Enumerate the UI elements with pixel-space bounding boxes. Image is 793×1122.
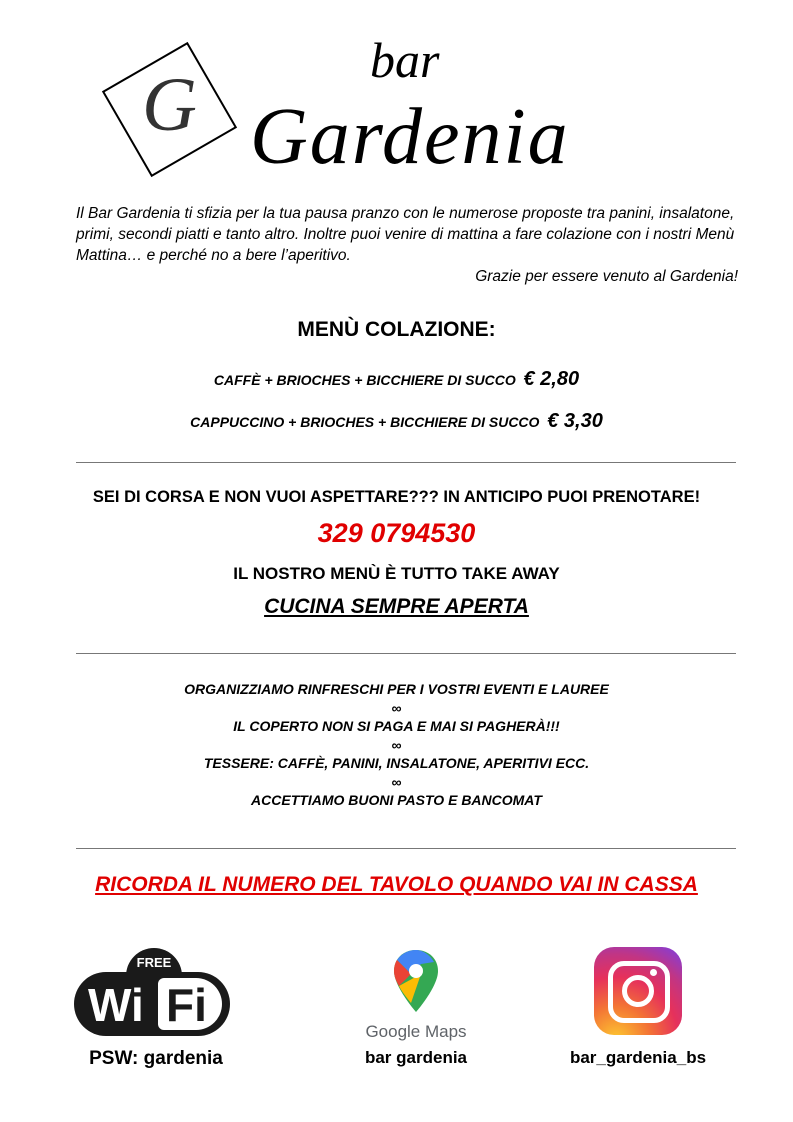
divider xyxy=(76,848,736,849)
logo-bar: bar xyxy=(370,32,440,88)
colazione-item xyxy=(0,368,793,391)
reminder: RICORDA IL NUMERO DEL TAVOLO QUANDO VAI IN CASSA xyxy=(95,873,698,896)
info-line: TESSERE: CAFFÈ, PANINI, INSALATONE, APERITIVI ECC. xyxy=(203,755,590,771)
instagram-icon[interactable] xyxy=(594,947,682,1035)
intro-thanks: Grazie per essere venuto al Gardenia! xyxy=(475,268,738,285)
item-label: CAFFÈ + BRIOCHES + BICCHIERE DI SUCCO xyxy=(213,372,516,388)
cucina-text: CUCINA SEMPRE APERTA xyxy=(264,595,529,618)
takeaway-text: IL NOSTRO MENÙ È TUTTO TAKE AWAY xyxy=(233,564,560,583)
item-label: CAPPUCCINO + BRIOCHES + BICCHIERE DI SUCCO xyxy=(190,414,540,430)
wifi-icon: FREE Wi Fi xyxy=(74,948,230,1036)
logo-gardenia: Gardenia xyxy=(250,93,570,181)
google-maps-icon[interactable] xyxy=(392,948,440,1014)
info-line: ACCETTIAMO BUONI PASTO E BANCOMAT xyxy=(251,792,542,808)
info-list xyxy=(0,678,793,812)
item-price: € 3,30 xyxy=(547,410,603,432)
info-line: ORGANIZZIAMO RINFRESCHI PER I VOSTRI EVENTI E LAUREE xyxy=(184,681,609,697)
maps-label: bar gardenia xyxy=(364,1048,468,1067)
info-line: IL COPERTO NON SI PAGA E MAI SI PAGHERÀ!!! xyxy=(233,718,560,734)
google-maps-brand: Google Maps xyxy=(365,1022,467,1041)
item-price: € 2,80 xyxy=(523,368,580,390)
phone-number[interactable]: 329 0794530 xyxy=(317,518,476,548)
separator: ∞ xyxy=(391,737,402,753)
colazione-item xyxy=(0,410,793,433)
logo-monogram: G xyxy=(142,63,197,147)
separator: ∞ xyxy=(391,774,402,790)
divider xyxy=(76,462,736,463)
divider xyxy=(76,653,736,654)
intro xyxy=(76,203,738,287)
prenota-headline: SEI DI CORSA E NON VUOI ASPETTARE??? IN ANTICIPO PUOI PRENOTARE! xyxy=(92,488,701,506)
separator: ∞ xyxy=(391,700,402,716)
colazione-title: MENÙ COLAZIONE: xyxy=(297,318,496,341)
wifi-password: PSW: gardenia xyxy=(89,1048,223,1069)
logo xyxy=(100,32,660,185)
instagram-handle: bar_gardenia_bs xyxy=(569,1048,707,1067)
intro-text: Il Bar Gardenia ti sfizia per la tua pausa pranzo con le numerose proposte tra panini, insalatone, primi, secondi piatti e tanto altro. Inoltre puoi venire di mattina a fare colazione con i nostri Menù Mattina… e perché no a bere l’aperitivo. xyxy=(76,205,735,264)
